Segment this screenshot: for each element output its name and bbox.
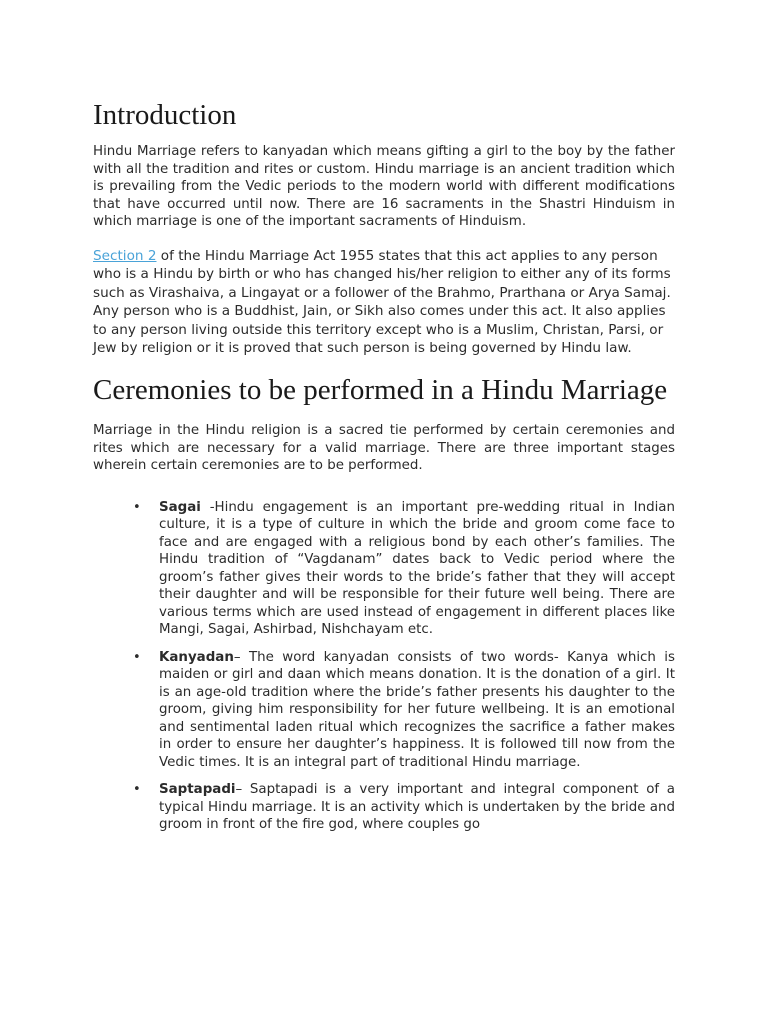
section-2-text: of the Hindu Marriage Act 1955 states that this act applies to any person who is a Hindu by birth or who has changed his/her religion to either any of its forms such as Virashaiva, a Lingayat or a follower of the Brahmo, Prarthana or Arya Samaj. Any person who is a Buddhist, Jain, or Sikh also comes under this act. It also applies to any person living outside this territory except who is a Muslim, Christan, Parsi, or Jew by religion or it is proved that such person is being governed by Hindu law. — [93, 247, 671, 357]
introduction-paragraph: Hindu Marriage refers to kanyadan which means gifting a girl to the boy by the father with all the tradition and rites or custom. Hindu marriage is an ancient tradition which is prevailing from the Vedic periods to the modern world with different modifications that have occurred until now. There are 16 sacraments in the Shastri Hinduism in which marriage is one of the important sacraments of Hinduism. — [93, 144, 675, 229]
description-saptapadi: – Saptapadi is a very important and integral component of a typical Hindu marriage. It is an activity which is undertaken by the bride and groom in front of the fire god, where couples go — [159, 782, 675, 833]
term-saptapadi: Saptapadi — [159, 782, 236, 798]
document-page — [93, 95, 675, 844]
stages-list — [93, 499, 675, 834]
list-item-saptapadi — [93, 781, 675, 834]
description-kanyadan: – The word kanyadan consists of two words- Kanya which is maiden or girl and daan which means donation. It is the donation of a girl. It is an age-old tradition where the bride’s father presents his daughter to the groom, giving him responsibility for her future wellbeing. It is an emotional and sentimental laden ritual which recognizes the sacrifice a father makes in order to ensure her daughter’s happiness. It is followed till now from the Vedic times. It is an integral part of traditional Hindu marriage. — [159, 649, 675, 770]
term-kanyadan: Kanyadan — [159, 649, 234, 665]
introduction-heading: Introduction — [93, 99, 237, 131]
ceremonies-paragraph: Marriage in the Hindu religion is a sacred tie performed by certain ceremonies and rites which are necessary for a valid marriage. There are three important stages wherein certain ceremonies are to be performed. — [93, 423, 675, 474]
bullet-icon: • — [133, 649, 141, 665]
section-2-paragraph — [93, 247, 675, 359]
bullet-icon: • — [133, 499, 141, 515]
list-item-text — [159, 649, 675, 772]
section-2-link[interactable]: Section 2 — [93, 247, 157, 264]
term-sagai: Sagai — [159, 499, 201, 515]
list-item-text — [159, 499, 675, 639]
list-item-kanyadan — [93, 649, 675, 772]
ceremonies-heading: Ceremonies to be performed in a Hindu Marriage — [93, 374, 668, 407]
description-sagai: -Hindu engagement is an important pre-wedding ritual in Indian culture, it is a type of culture in which the bride and groom come face to face and are engaged with a religious bond by each other’s families. The Hindu tradition of “Vagdanam” dates back to Vedic period where the groom’s father gives their words to the bride’s father that they will accept their daughter and will be responsible for their future well being. There are various terms which are used instead of engagement in different places like Mangi, Sagai, Ashirbad, Nishchayam etc. — [159, 499, 675, 638]
list-item-text — [159, 781, 675, 834]
bullet-icon: • — [133, 782, 141, 798]
list-item-sagai — [93, 499, 675, 639]
